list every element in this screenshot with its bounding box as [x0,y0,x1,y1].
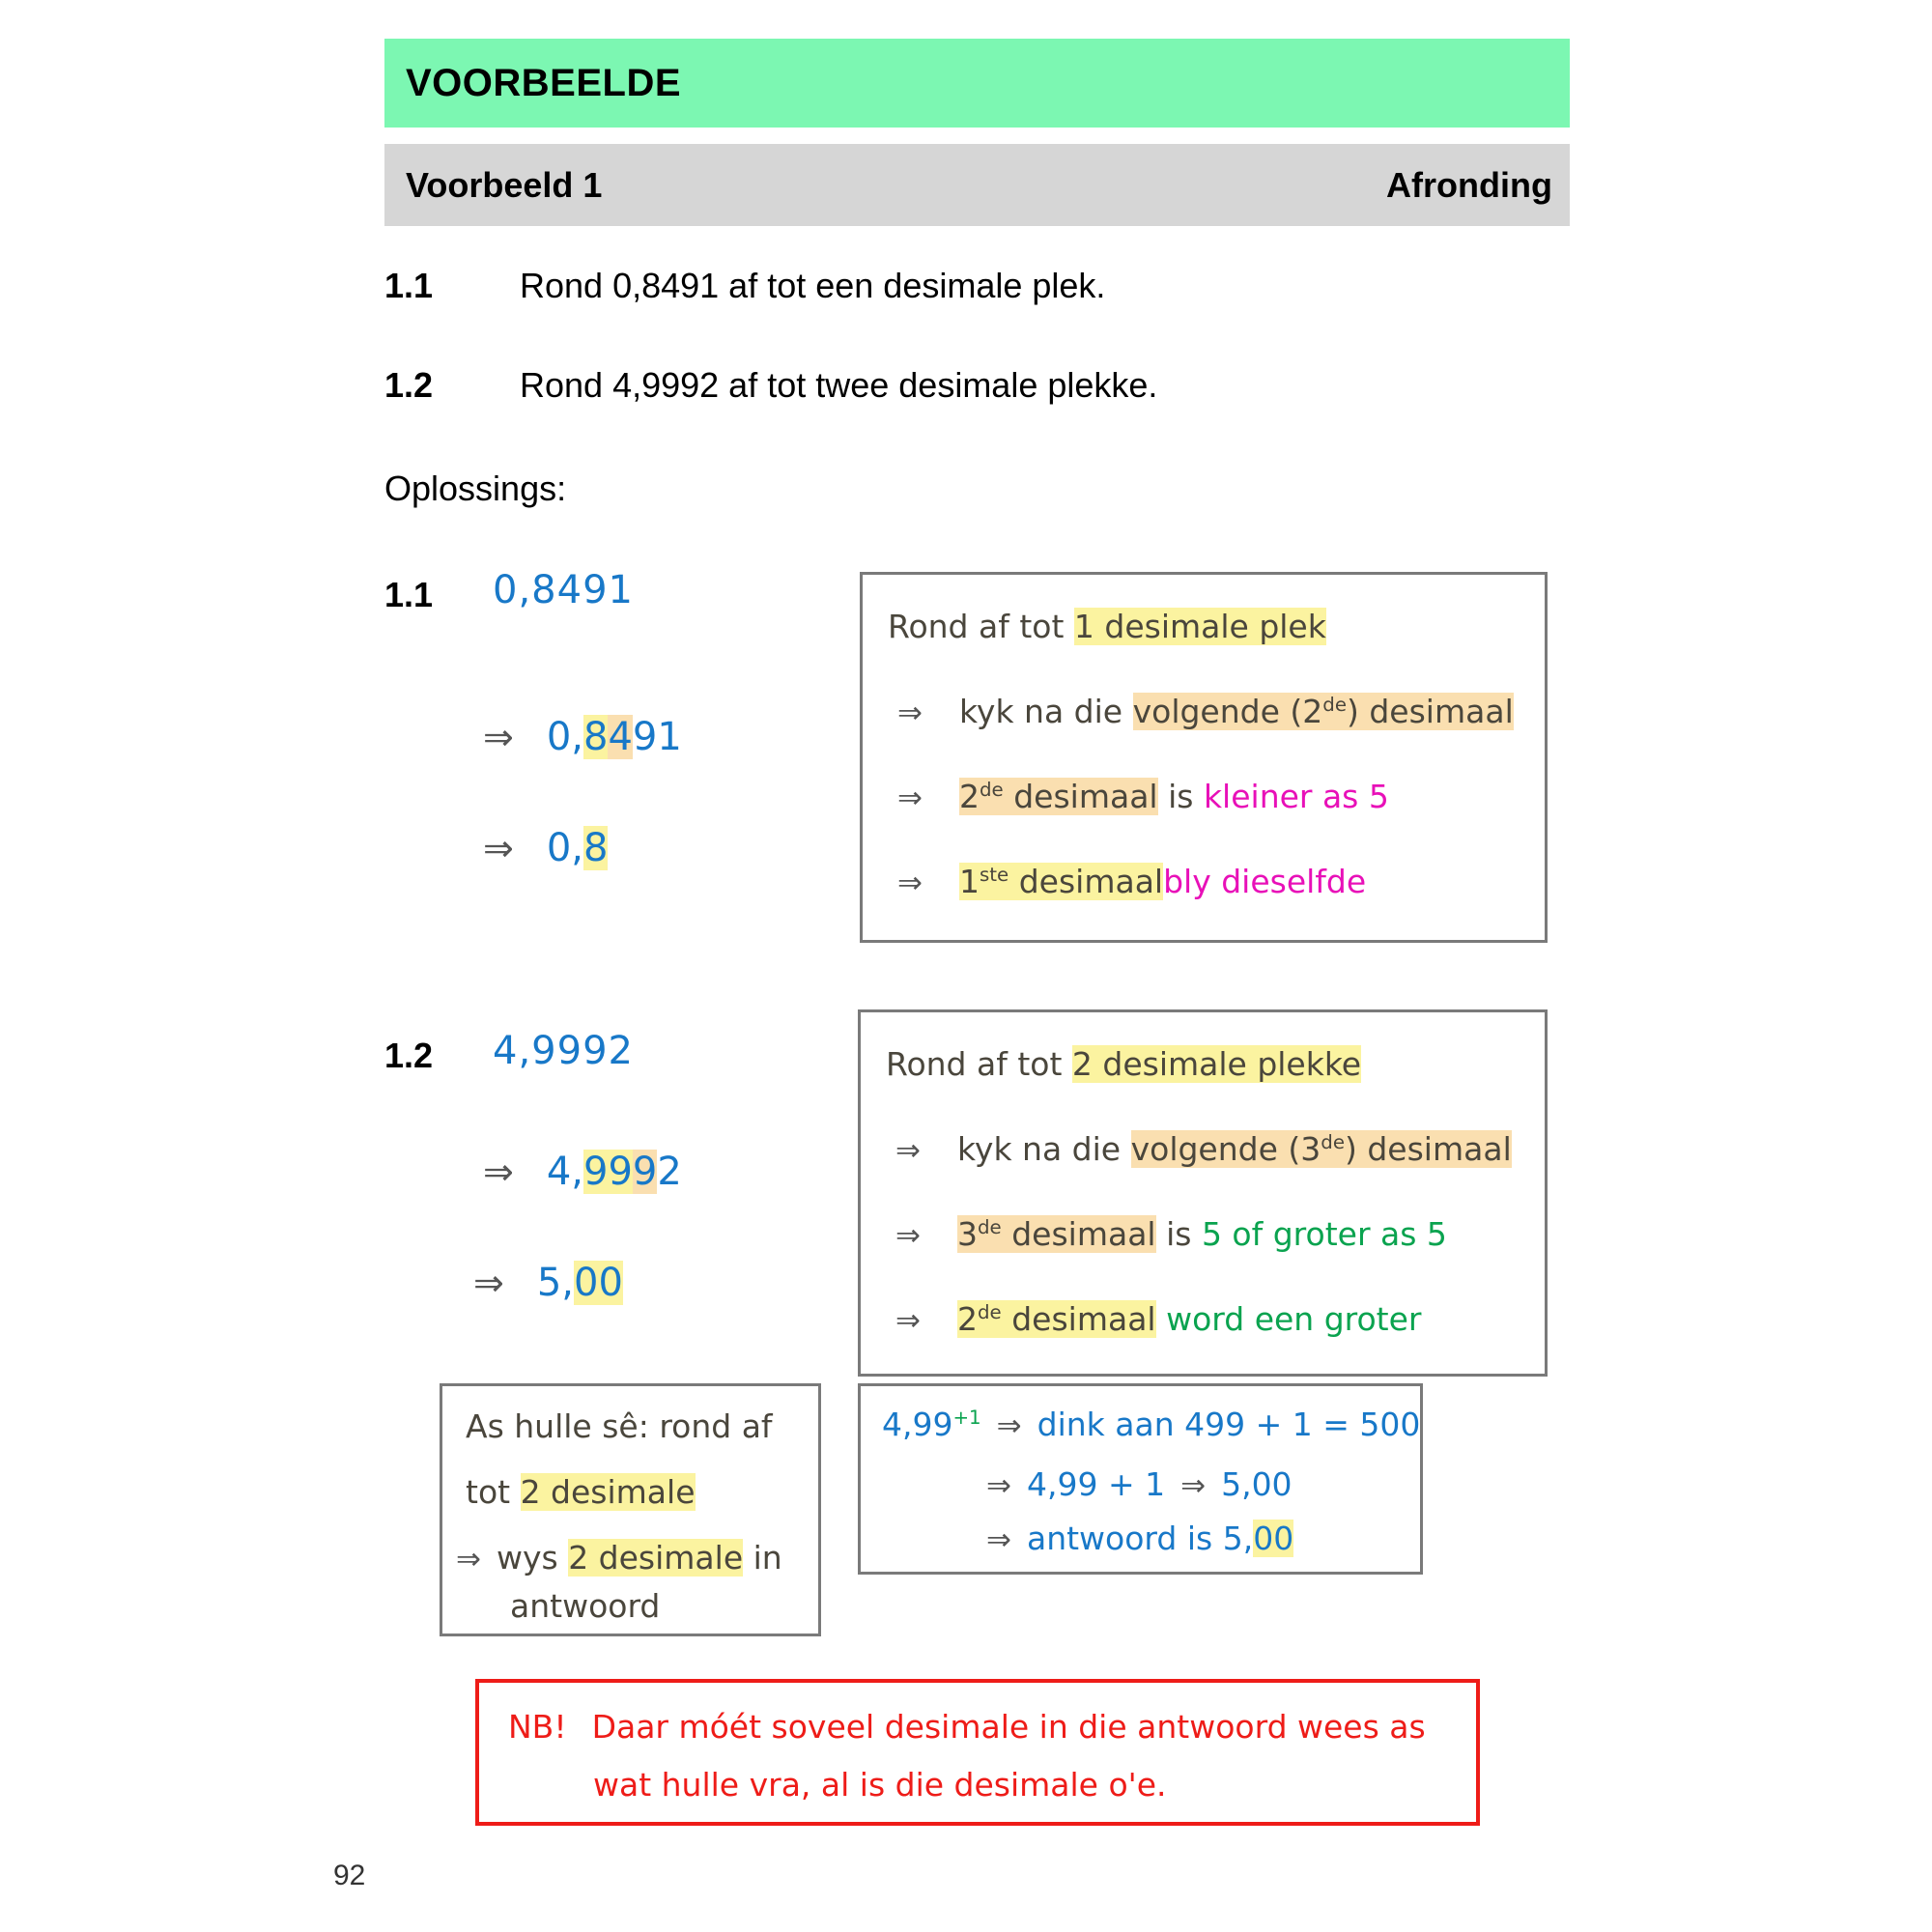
note-line-3-post: in [743,1539,782,1577]
implies-arrow-icon: ⇒ [483,827,514,869]
box2-line-3 [895,1215,1447,1253]
step-digit-highlight-orange: 4 [608,715,633,759]
question-1-2-number: 1.2 [384,365,434,405]
voorbeeld-label: Voorbeeld 1 [406,164,603,205]
box1-line-4-hl-pre: 1 [958,863,980,900]
voorbeeld-subheader [384,144,1570,226]
calculation-box [858,1383,1423,1575]
box1-line-2-hl-pre: volgende (2 [1132,693,1323,730]
step-digit-highlight-yellow: 8 [583,715,609,759]
note-line-4: antwoord [510,1587,661,1625]
calc-line-3-pre: antwoord is 5, [1026,1520,1254,1557]
box2-line-3-accent: 5 of groter as 5 [1201,1215,1447,1253]
note-line-3 [456,1539,782,1577]
box1-line-3 [897,778,1389,815]
ordinal-suffix: de [979,779,1004,801]
box1-line-4 [897,863,1366,900]
question-1-2 [384,365,1157,406]
box2-line-4 [895,1300,1422,1338]
box1-line-4-accent: bly dieselfde [1163,863,1367,900]
implies-arrow-icon: ⇒ [895,1133,921,1168]
box2-line-3-mid: is [1155,1215,1202,1253]
box2-line-4-hl-post: desimaal [1001,1300,1156,1338]
box2-line-4-accent: word een groter [1155,1300,1422,1338]
explanation-box-1 [860,572,1548,943]
nb-line-1-text: Daar móét soveel desimale in die antwoord wees as [591,1708,1426,1746]
voorbeelde-banner [384,39,1570,128]
box2-line-2-highlight [1131,1130,1512,1168]
box2-line-2-lead: kyk na die [956,1130,1131,1168]
calc-line-3-highlight: 00 [1253,1520,1294,1557]
calc-line-2-text: 4,99 + 1 [1026,1465,1166,1503]
box2-line-4-hl-pre: 2 [956,1300,978,1338]
implies-arrow-icon: ⇒ [483,1151,514,1193]
note-line-2-highlight: 2 desimale [520,1473,696,1511]
banner-title: VOORBEELDE [406,61,682,104]
box2-line-1-highlight: 2 desimale plekke [1071,1045,1362,1083]
ordinal-suffix: de [977,1216,1002,1238]
solution-1-2-start-value: 4,9992 [493,1029,634,1073]
step-digit-highlight-yellow: 9 [583,1150,609,1194]
box2-line-2-hl-pre: volgende (3 [1130,1130,1321,1168]
box2-line-2 [895,1130,1512,1168]
ordinal-suffix: de [1322,694,1347,716]
solution-1-2-step-2 [473,1261,623,1305]
nb-line-1 [508,1708,1426,1746]
box1-line-3-hl-pre: 2 [958,778,980,815]
implies-arrow-icon: ⇒ [897,866,923,900]
nb-line-2: wat hulle vra, al is die desimale o'e. [593,1766,1167,1804]
implies-arrow-icon: ⇒ [473,1262,504,1304]
implies-arrow-icon: ⇒ [897,781,923,815]
implies-arrow-icon-2: ⇒ [1180,1468,1207,1503]
box1-line-3-accent: kleiner as 5 [1203,778,1389,815]
implies-arrow-icon: ⇒ [897,696,923,730]
calc-line-3 [986,1520,1293,1557]
explanation-box-2 [858,1009,1548,1377]
box2-line-4-highlight [957,1300,1156,1338]
note-line-3-highlight: 2 desimale [568,1539,744,1577]
nb-warning-box [475,1679,1480,1826]
box2-line-1-lead: Rond af tot [886,1045,1072,1083]
calc-line-2 [986,1465,1293,1503]
box2-line-3-hl-post: desimaal [1001,1215,1156,1253]
implies-arrow-icon: ⇒ [483,716,514,758]
box1-line-1-lead: Rond af tot [888,608,1074,645]
box1-line-1 [888,608,1326,645]
page-number: 92 [333,1860,366,1891]
nb-prefix: NB! [508,1708,567,1746]
note-line-1: As hulle sê: rond af [466,1407,773,1445]
note-line-2 [466,1473,696,1511]
answer-highlight: 8 [583,826,609,870]
box1-line-2-highlight [1133,693,1514,730]
box1-line-4-highlight [959,863,1163,900]
step-digit-highlight-orange: 9 [632,1150,658,1194]
note-line-2-pre: tot [466,1473,521,1511]
question-1-1-text: Rond 0,8491 af tot een desimale plek. [520,266,1106,305]
question-1-1-number: 1.1 [384,266,434,305]
question-1-2-text: Rond 4,9992 af tot twee desimale plekke. [520,365,1158,405]
box2-line-3-highlight [957,1215,1156,1253]
step-digits-suffix: 91 [632,715,682,759]
box1-line-2 [897,693,1514,730]
solution-1-1-step-1 [483,715,682,759]
box1-line-3-mid: is [1157,778,1204,815]
step-digits-suffix: 2 [657,1150,682,1194]
box2-line-1 [886,1045,1361,1083]
box1-line-3-hl-post: desimaal [1003,778,1158,815]
box2-line-3-hl-pre: 3 [956,1215,978,1253]
answer-prefix: 5, [536,1261,575,1305]
box1-line-3-highlight [959,778,1158,815]
solution-1-2-step-1 [483,1150,682,1194]
note-line-3-pre: wys [496,1539,569,1577]
implies-arrow-icon: ⇒ [986,1522,1011,1557]
ordinal-suffix: ste [979,864,1009,886]
answer-highlight: 00 [574,1261,623,1305]
implies-arrow-icon: ⇒ [986,1468,1011,1503]
box1-line-4-hl-post: desimaal [1009,863,1164,900]
plus-one-superscript: +1 [952,1406,981,1429]
step-digits-prefix: 4, [546,1150,584,1194]
solution-1-1-label: 1.1 [384,575,434,614]
implies-arrow-icon: ⇒ [456,1542,481,1577]
implies-arrow-icon: ⇒ [895,1303,921,1338]
ordinal-suffix: de [1321,1131,1345,1153]
calc-line-2-result: 5,00 [1221,1465,1293,1503]
question-1-1 [384,266,1105,306]
note-box [440,1383,821,1636]
topic-label: Afronding [1386,164,1552,205]
box1-line-1-highlight: 1 desimale plek [1073,608,1326,645]
solutions-heading: Oplossings: [384,469,567,508]
solution-1-2-label: 1.2 [384,1036,434,1075]
box1-line-2-lead: kyk na die [958,693,1133,730]
implies-arrow-icon: ⇒ [996,1408,1022,1443]
step-digits-prefix: 0, [546,715,584,759]
solution-1-1-start-value: 0,8491 [493,568,634,612]
calc-line-1-pre: 4,99 [882,1406,953,1443]
box1-line-2-hl-post: ) desimaal [1347,693,1514,730]
answer-prefix: 0, [546,826,584,870]
ordinal-suffix: de [977,1301,1002,1323]
box2-line-2-hl-post: ) desimaal [1345,1130,1512,1168]
calc-line-1-rest: dink aan 499 + 1 = 500 [1037,1406,1421,1443]
calc-line-1 [882,1406,1420,1443]
step-digit-highlight-yellow-2: 9 [608,1150,633,1194]
implies-arrow-icon: ⇒ [895,1218,921,1253]
solution-1-1-step-2 [483,826,608,870]
